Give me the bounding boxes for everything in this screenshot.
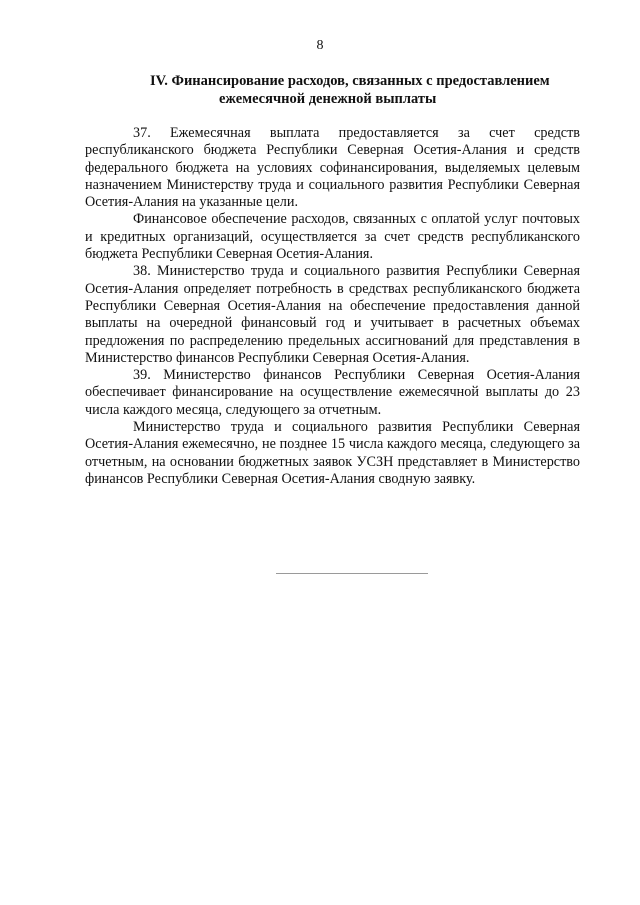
- section-heading-line-1: IV. Финансирование расходов, связанных с предоставлением: [150, 73, 550, 89]
- section-heading: [150, 72, 590, 108]
- paragraph-39-application: Министерство труда и социального развития Республики Северная Осетия-Алания ежемесячно, не позднее 15 числа каждого месяца, следующего за отчетным, на основании бюджетных заявок УСЗН представляет в Министерство финансов Республики Северная Осетия-Алания сводную заявку.: [85, 419, 580, 487]
- section-body: [85, 125, 580, 488]
- section-heading-line-2: ежемесячной денежной выплаты: [219, 91, 437, 107]
- end-divider-line: [276, 573, 428, 574]
- paragraph-39: 39. Министерство финансов Республики Северная Осетия-Алания обеспечивает финансирование на осуществление ежемесячной выплаты до 23 числа каждого месяца, следующего за отчетным.: [85, 367, 580, 418]
- paragraph-38: 38. Министерство труда и социального развития Республики Северная Осетия-Алания определяет потребность в средствах республиканского бюджета Республики Северная Осетия-Алания на обеспечение предоставления данной выплаты на очередной финансовый год и учитывает в расчетных объемах предложения по распределению предельных ассигнований для представления в Министерство финансов Республики Северная Осетия-Алания.: [85, 263, 580, 366]
- page-number: 8: [316, 38, 324, 53]
- paragraph-37: 37. Ежемесячная выплата предоставляется за счет средств республиканского бюджета Республики Северная Осетия-Алания и средств федерального бюджета на условиях софинансирования, выделяемых целевым назначением Министерству труда и социального развития Республики Северная Осетия-Алания на указанные цели.: [85, 125, 580, 211]
- paragraph-37-funding: Финансовое обеспечение расходов, связанных с оплатой услуг почтовых и кредитных организаций, осуществляется за счет средств республиканского бюджета Республики Северная Осетия-Алания.: [85, 211, 580, 263]
